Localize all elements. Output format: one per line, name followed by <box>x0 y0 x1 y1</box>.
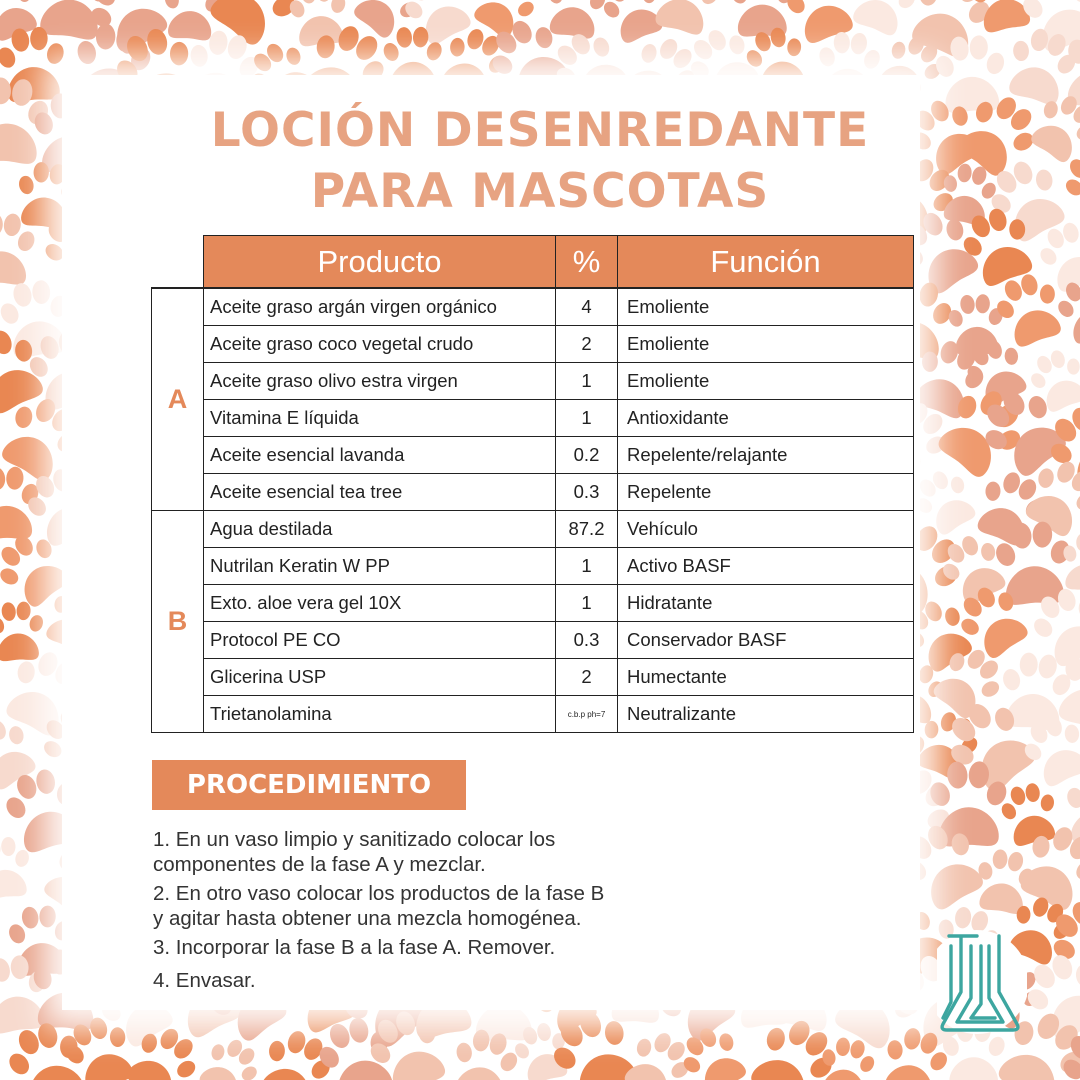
title-line-2: PARA MASCOTAS <box>310 164 770 219</box>
table-row <box>152 437 914 474</box>
table-header-corner <box>152 236 204 289</box>
table-row <box>152 548 914 585</box>
cell-product: Protocol PE CO <box>204 622 556 659</box>
cell-product: Glicerina USP <box>204 659 556 696</box>
cell-function: Antioxidante <box>618 400 914 437</box>
cell-function: Emoliente <box>618 326 914 363</box>
cell-function: Emoliente <box>618 363 914 400</box>
cell-function: Repelente <box>618 474 914 511</box>
cell-percent: 87.2 <box>556 511 618 548</box>
procedure-step-line: 1. En un vaso limpio y sanitizado colocar los <box>153 828 556 851</box>
cell-percent: 1 <box>556 548 618 585</box>
cell-percent: 1 <box>556 585 618 622</box>
cell-function: Emoliente <box>618 288 914 326</box>
cell-percent: 1 <box>556 400 618 437</box>
procedure-heading: PROCEDIMIENTO <box>152 760 466 810</box>
cell-product: Aceite graso olivo estra virgen <box>204 363 556 400</box>
cell-percent: 4 <box>556 288 618 326</box>
cell-percent: 0.3 <box>556 622 618 659</box>
cell-percent: 2 <box>556 326 618 363</box>
procedure-steps <box>153 827 713 997</box>
cell-function: Hidratante <box>618 585 914 622</box>
procedure-step <box>153 881 713 931</box>
cell-product: Aceite graso argán virgen orgánico <box>204 288 556 326</box>
phase-label: B <box>152 511 204 733</box>
table-row <box>152 363 914 400</box>
phase-label: A <box>152 288 204 511</box>
table-row <box>152 400 914 437</box>
procedure-step-line: componentes de la fase A y mezclar. <box>153 853 486 876</box>
procedure-step-line: 2. En otro vaso colocar los productos de la fase B <box>153 882 605 905</box>
flask-logo-icon <box>937 926 1027 1038</box>
table-header-row <box>152 236 914 289</box>
cell-product: Aceite esencial tea tree <box>204 474 556 511</box>
cell-percent: 2 <box>556 659 618 696</box>
header-percent: % <box>556 236 618 289</box>
paw-print-icon <box>191 1029 269 1080</box>
cell-function: Conservador BASF <box>618 622 914 659</box>
table-row <box>152 696 914 733</box>
cell-product: Exto. aloe vera gel 10X <box>204 585 556 622</box>
title-line-1: LOCIÓN DESENREDANTE <box>210 103 870 158</box>
paw-print-icon <box>728 0 796 37</box>
cell-product: Vitamina E líquida <box>204 400 556 437</box>
cell-product: Agua destilada <box>204 511 556 548</box>
table-row <box>152 326 914 363</box>
header-function: Función <box>618 236 914 289</box>
table-row <box>152 474 914 511</box>
paw-print-icon <box>0 600 47 662</box>
procedure-step-line: 4. Envasar. <box>153 969 256 992</box>
procedure-step <box>153 827 713 877</box>
table-body <box>152 288 914 733</box>
header-product: Producto <box>204 236 556 289</box>
table-row <box>152 659 914 696</box>
procedure-step-line: y agitar hasta obtener una mezcla homogénea. <box>153 907 582 930</box>
cell-function: Repelente/relajante <box>618 437 914 474</box>
cell-percent: 0.2 <box>556 437 618 474</box>
cell-percent: c.b.p ph=7 <box>556 696 618 733</box>
cell-product: Aceite graso coco vegetal crudo <box>204 326 556 363</box>
procedure-step <box>153 935 713 960</box>
cell-percent: 1 <box>556 363 618 400</box>
cell-product: Trietanolamina <box>204 696 556 733</box>
formula-table <box>151 235 914 733</box>
table-row <box>152 585 914 622</box>
table-row <box>152 511 914 548</box>
procedure-step-line: 3. Incorporar la fase B a la fase A. Remover. <box>153 936 556 959</box>
cell-product: Aceite esencial lavanda <box>204 437 556 474</box>
procedure-step <box>153 968 713 993</box>
cell-product: Nutrilan Keratin W PP <box>204 548 556 585</box>
cell-function: Activo BASF <box>618 548 914 585</box>
cell-function: Vehículo <box>618 511 914 548</box>
cell-percent: 0.3 <box>556 474 618 511</box>
cell-function: Humectante <box>618 659 914 696</box>
cell-function: Neutralizante <box>618 696 914 733</box>
table-row <box>152 622 914 659</box>
table-row <box>152 288 914 326</box>
